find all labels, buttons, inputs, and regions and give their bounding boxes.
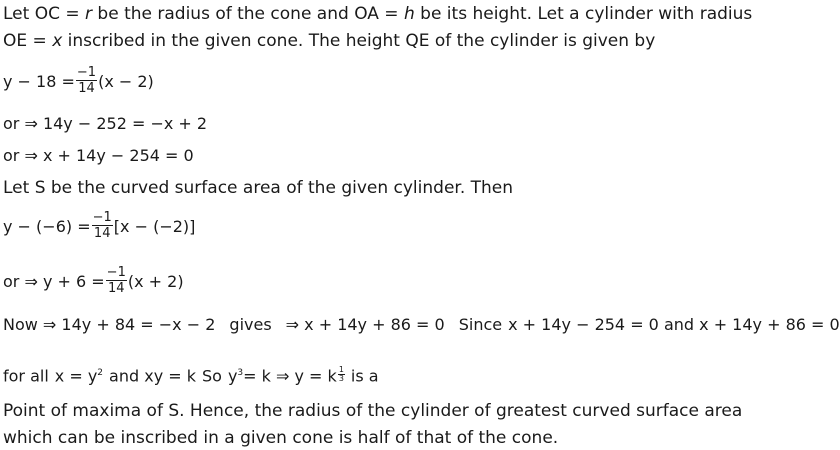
intro-text: inscribed in the given cone. The height QE of the cylinder is given by xyxy=(62,31,656,51)
fraction xyxy=(106,266,127,296)
eq-part: and xy = k xyxy=(109,366,196,386)
eq-lhs: or ⇒ y + 6 = xyxy=(3,271,105,291)
eq-part: x + 14y − 254 = 0 and x + 14y + 86 = 0 xyxy=(508,315,840,334)
eq-part: for all xyxy=(3,366,49,386)
numerator: −1 xyxy=(76,65,97,80)
intro-text: OE = xyxy=(3,31,53,51)
fraction xyxy=(76,66,97,96)
var-h: h xyxy=(403,4,415,24)
equation-7 xyxy=(3,362,379,387)
intro-text: be the radius of the cone and OA = xyxy=(92,4,404,24)
intro-line-1 xyxy=(3,3,752,25)
equation-3: or ⇒ x + 14y − 254 = 0 xyxy=(3,146,194,165)
eq-rhs: (x + 2) xyxy=(127,271,184,291)
intro-text: be its height. Let a cylinder with radius xyxy=(414,4,753,24)
superscript: 2 xyxy=(97,368,104,378)
exp-num: 1 xyxy=(338,365,344,375)
equation-6 xyxy=(3,314,840,336)
eq-part: x = y xyxy=(54,366,98,386)
eq-part: ⇒ x + 14y + 86 = 0 xyxy=(285,315,445,334)
numerator: −1 xyxy=(106,265,126,280)
conclusion-line-2: which can be inscribed in a given cone is half of that of the cone. xyxy=(3,428,559,448)
eq-part: y xyxy=(227,366,238,386)
eq-rhs: [x − (−2)] xyxy=(113,216,196,236)
eq-part: Now ⇒ 14y + 84 = −x − 2 xyxy=(3,315,216,334)
exp-den: 3 xyxy=(338,374,344,384)
var-r: r xyxy=(85,4,93,24)
exponent-fraction xyxy=(338,366,345,383)
eq-part: = k ⇒ y = k xyxy=(243,366,337,386)
eq-lhs: y − (−6) = xyxy=(3,216,91,236)
equation-2: or ⇒ 14y − 252 = −x + 2 xyxy=(3,114,208,133)
eq-part: gives xyxy=(229,315,272,334)
equation-1 xyxy=(3,66,154,96)
eq-part: is a xyxy=(350,366,379,386)
equation-5 xyxy=(3,266,184,296)
equation-4 xyxy=(3,211,195,241)
numerator: −1 xyxy=(92,210,112,225)
var-x: x xyxy=(52,31,63,51)
denominator: 14 xyxy=(78,81,95,96)
intro-line-2 xyxy=(3,30,655,52)
denominator: 14 xyxy=(93,226,111,241)
superscript: 3 xyxy=(237,368,244,378)
fraction xyxy=(92,211,113,241)
denominator: 14 xyxy=(107,281,125,296)
conclusion-line-1: Point of maxima of S. Hence, the radius of the cylinder of greatest curved surface area xyxy=(3,401,743,421)
eq-lhs: y − 18 = xyxy=(3,71,75,91)
intro-text: Let OC = xyxy=(3,4,86,24)
eq-part: So xyxy=(202,366,222,386)
eq-rhs: (x − 2) xyxy=(98,71,154,91)
eq-part: Since xyxy=(458,315,503,334)
surface-text: Let S be the curved surface area of the given cylinder. Then xyxy=(3,178,514,198)
